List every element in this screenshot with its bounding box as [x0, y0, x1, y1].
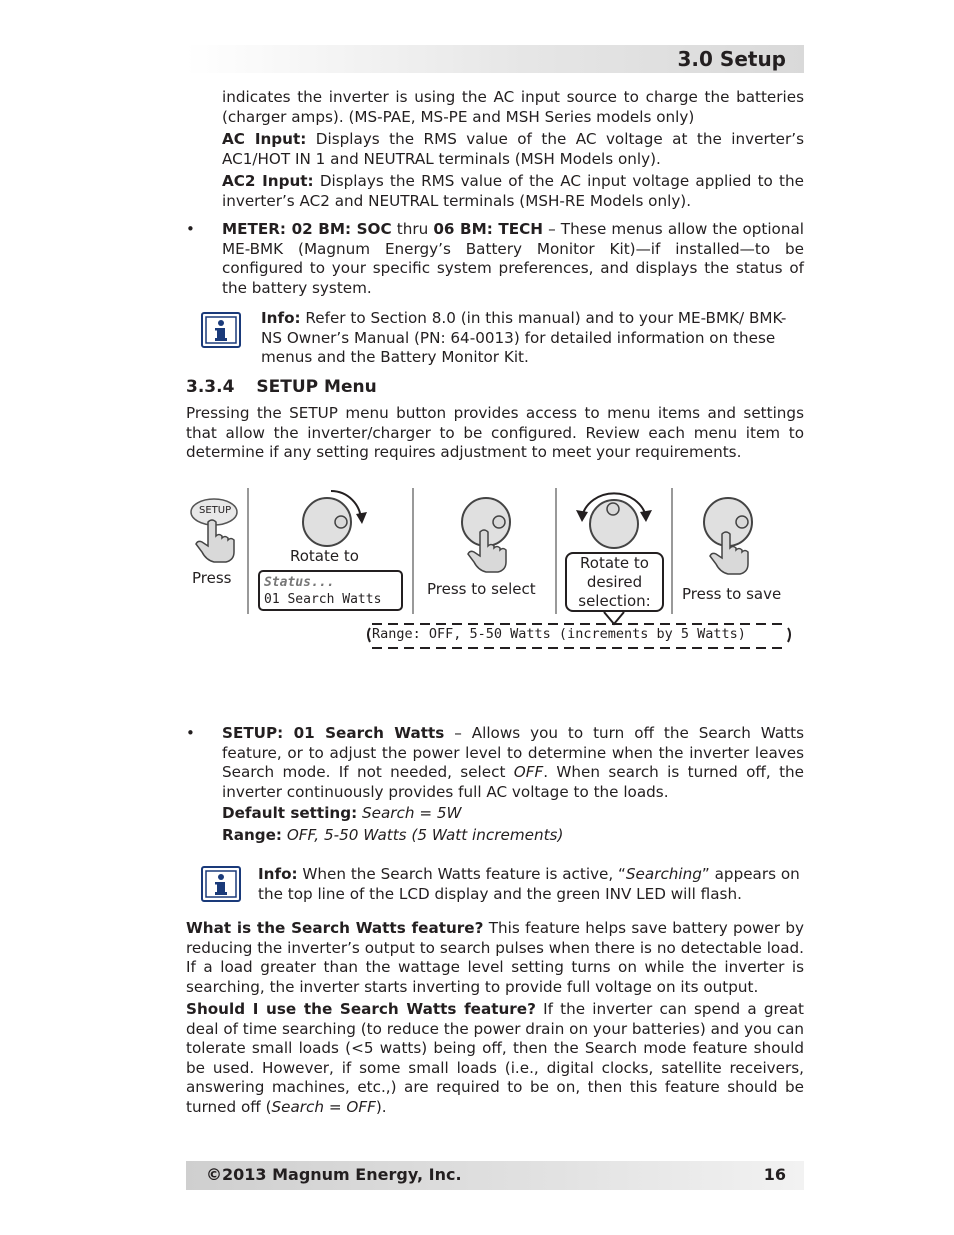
heading-number: 3.3.4 — [186, 377, 235, 397]
search-watts-paragraph — [222, 724, 804, 845]
info-label: Info: — [258, 865, 298, 883]
setup-intro — [186, 404, 804, 463]
lcd-line-1: Status... — [264, 575, 335, 590]
info-note-searching — [258, 865, 804, 904]
ac-input-text: Displays the RMS value of the AC voltage at the inverter’s AC1/HOT IN 1 and NEUTRAL terminals (MSH Models only). — [222, 130, 804, 168]
info-glyph — [203, 868, 239, 900]
info-icon — [201, 312, 241, 348]
lcd-line-2: 01 Search Watts — [264, 592, 382, 607]
setup-intro-text: Pressing the SETUP menu button provides access to menu items and settings that allow the inverter/charger to be configured. Review each menu item to determine if any setting requires adjustment to meet your requirements. — [186, 404, 804, 461]
ac2-input-paragraph — [222, 172, 804, 211]
press-label: Press — [192, 569, 232, 587]
faq-section — [186, 919, 804, 1117]
info-icon — [201, 866, 241, 902]
default-setting — [222, 804, 804, 824]
ac-input-paragraph — [222, 130, 804, 169]
bm-label-a: METER: 02 BM: SOC — [222, 220, 392, 238]
bm-meter-paragraph — [222, 220, 804, 298]
info-note-bmk — [261, 309, 804, 368]
bullet-marker: • — [186, 220, 195, 238]
page-footer-bar — [186, 1161, 804, 1190]
info-searching: Searching — [625, 865, 702, 883]
faq-what-label: What is the Search Watts feature? — [186, 919, 484, 937]
bm-label-b: 06 BM: TECH — [433, 220, 543, 238]
bm-text: – These menus allow the optional ME-BMK (Magnum Energy’s Battery Monitor Kit)—if installed—to be configured to your specific system preferences, and displays the status of the battery system. — [222, 220, 804, 297]
search-watts-text-b: . When search is turned off, the inverter continuously provides full AC voltage to the loads. — [222, 763, 804, 801]
faq-should — [186, 1000, 804, 1117]
info-label: Info: — [261, 309, 301, 327]
faq-should-search-off: Search = OFF — [271, 1097, 376, 1116]
ac2-input-text: Displays the RMS value of the AC input voltage applied to the inverter’s AC2 and NEUTRAL terminals (MSH-RE Models only). — [222, 172, 804, 210]
continuation-text: indicates the inverter is using the AC input source to charge the batteries (charger amps). (MS-PAE, MS-PE and MSH Series models only) — [222, 88, 804, 126]
range-value: OFF, 5-50 Watts (5 Watt increments) — [282, 825, 564, 844]
range-setting — [222, 826, 804, 846]
press-to-select-label: Press to select — [427, 580, 536, 598]
info-text: Refer to Section 8.0 (in this manual) and to your ME-BMK/ BMK-NS Owner’s Manual (PN: 64-0013) for detailed information on these menus and the Battery Monitor Kit. — [261, 309, 787, 366]
footer-copyright: ©2013 Magnum Energy, Inc. — [206, 1165, 462, 1184]
search-watts-off: OFF — [513, 763, 544, 781]
page-number: 16 — [763, 1165, 786, 1184]
meter-continuation — [222, 88, 804, 211]
setup-button-label: SETUP — [199, 505, 232, 516]
section-title: 3.0 Setup — [677, 47, 786, 71]
page-header-bar — [186, 45, 804, 73]
default-label: Default setting: — [222, 804, 358, 822]
range-label: Range: — [222, 825, 283, 844]
faq-what-text: This feature helps save battery power by reducing the inverter’s output to search pulses when there is no detectable load. If a load greater than the wattage level setting turns on while the inverter is searching, the inverter starts inverting to provide full voltage on its output. — [186, 919, 804, 996]
ac-input-label: AC Input: — [222, 130, 307, 148]
search-watts-label: SETUP: 01 Search Watts — [222, 724, 445, 742]
rotate-to-label: Rotate to — [290, 547, 359, 565]
search-watts-text-a: – Allows you to turn off the Search Watts feature, or to adjust the power level to determine when the inverter leaves Search mode. If not needed, select — [222, 724, 804, 781]
bullet-marker: • — [186, 724, 195, 742]
ac2-input-label: AC2 Input: — [222, 172, 314, 190]
faq-should-text-b: ). — [375, 1097, 387, 1116]
info-text-b: ” appears on the top line of the LCD display and the green INV LED will flash. — [258, 865, 800, 903]
heading-title: SETUP Menu — [256, 377, 377, 397]
rotate-desired-callout — [565, 552, 664, 612]
info-text-a: When the Search Watts feature is active, “ — [297, 865, 626, 883]
callout-line-1: Rotate to — [580, 554, 649, 572]
faq-should-text-a: If the inverter can spend a great deal of time searching (to reduce the power drain on your batteries) and you can tolerate small loads (<5 watts) being off, then the Search mode feature should be used. However, if some small loads (i.e., digital clocks, satellite receivers, answering machines, etc.,) are required to be on, then this feature should be turned off ( — [186, 1000, 804, 1116]
faq-should-label: Should I use the Search Watts feature? — [186, 1000, 536, 1018]
callout-line-2: desired — [586, 573, 643, 591]
section-heading — [186, 376, 377, 398]
default-value: Search = 5W — [357, 804, 462, 822]
callout-line-3: selection: — [578, 592, 651, 610]
press-to-save-label: Press to save — [682, 585, 782, 603]
range-text: Range: OFF, 5-50 Watts (increments by 5 Watts) — [372, 626, 746, 642]
faq-what — [186, 919, 804, 997]
bm-thru: thru — [391, 220, 434, 238]
lcd-display — [258, 570, 403, 611]
info-glyph — [203, 314, 239, 346]
